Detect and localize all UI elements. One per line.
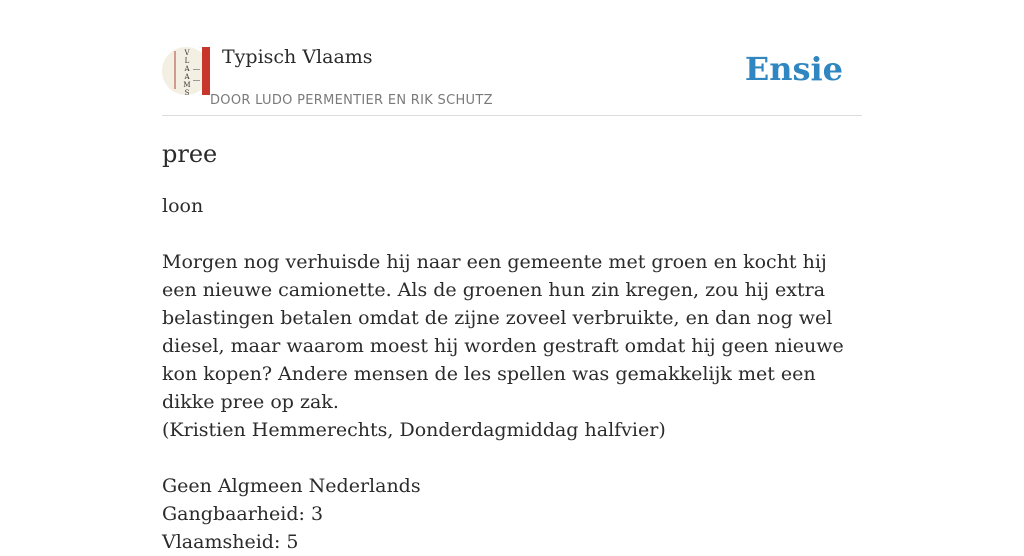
spacer [162, 444, 862, 472]
entry-body [162, 192, 862, 556]
entry-gangbaarheid: Gangbaarheid: 3 [162, 503, 324, 525]
cover-lines [193, 69, 200, 81]
page-container [162, 0, 862, 553]
spacer [162, 220, 862, 248]
cover-lettering: V L A A M S [183, 49, 191, 97]
entry-definition: loon [162, 195, 204, 217]
entry-source: (Kristien Hemmerechts, Donderdagmiddag halfvier) [162, 419, 666, 441]
entry-word: pree [162, 140, 218, 168]
cover-spine [202, 47, 210, 95]
book-authors: DOOR LUDO PERMENTIER EN RIK SCHUTZ [210, 93, 493, 108]
entry-vlaamsheid: Vlaamsheid: 5 [162, 531, 299, 553]
book-title[interactable]: Typisch Vlaams [222, 46, 373, 68]
ensie-logo-link[interactable]: Ensie [744, 50, 843, 88]
entry-classification: Geen Algmeen Nederlands [162, 475, 421, 497]
cover-stripe [174, 51, 176, 89]
entry-example: Morgen nog verhuisde hij naar een gemeente met groen en kocht hij een nieuwe camionette. Als de groenen hun zin kregen, zou hij extra belastingen betalen omdat de zijne zoveel verbruikte, en dan nog wel diesel, maar waarom moest hij worden gestraft omdat hij geen nieuwe kon kopen? Andere mensen de les spellen was gemakkelijk met een dikke pree op zak. [162, 251, 844, 413]
header [162, 0, 862, 116]
book-cover-thumbnail[interactable] [162, 47, 210, 95]
